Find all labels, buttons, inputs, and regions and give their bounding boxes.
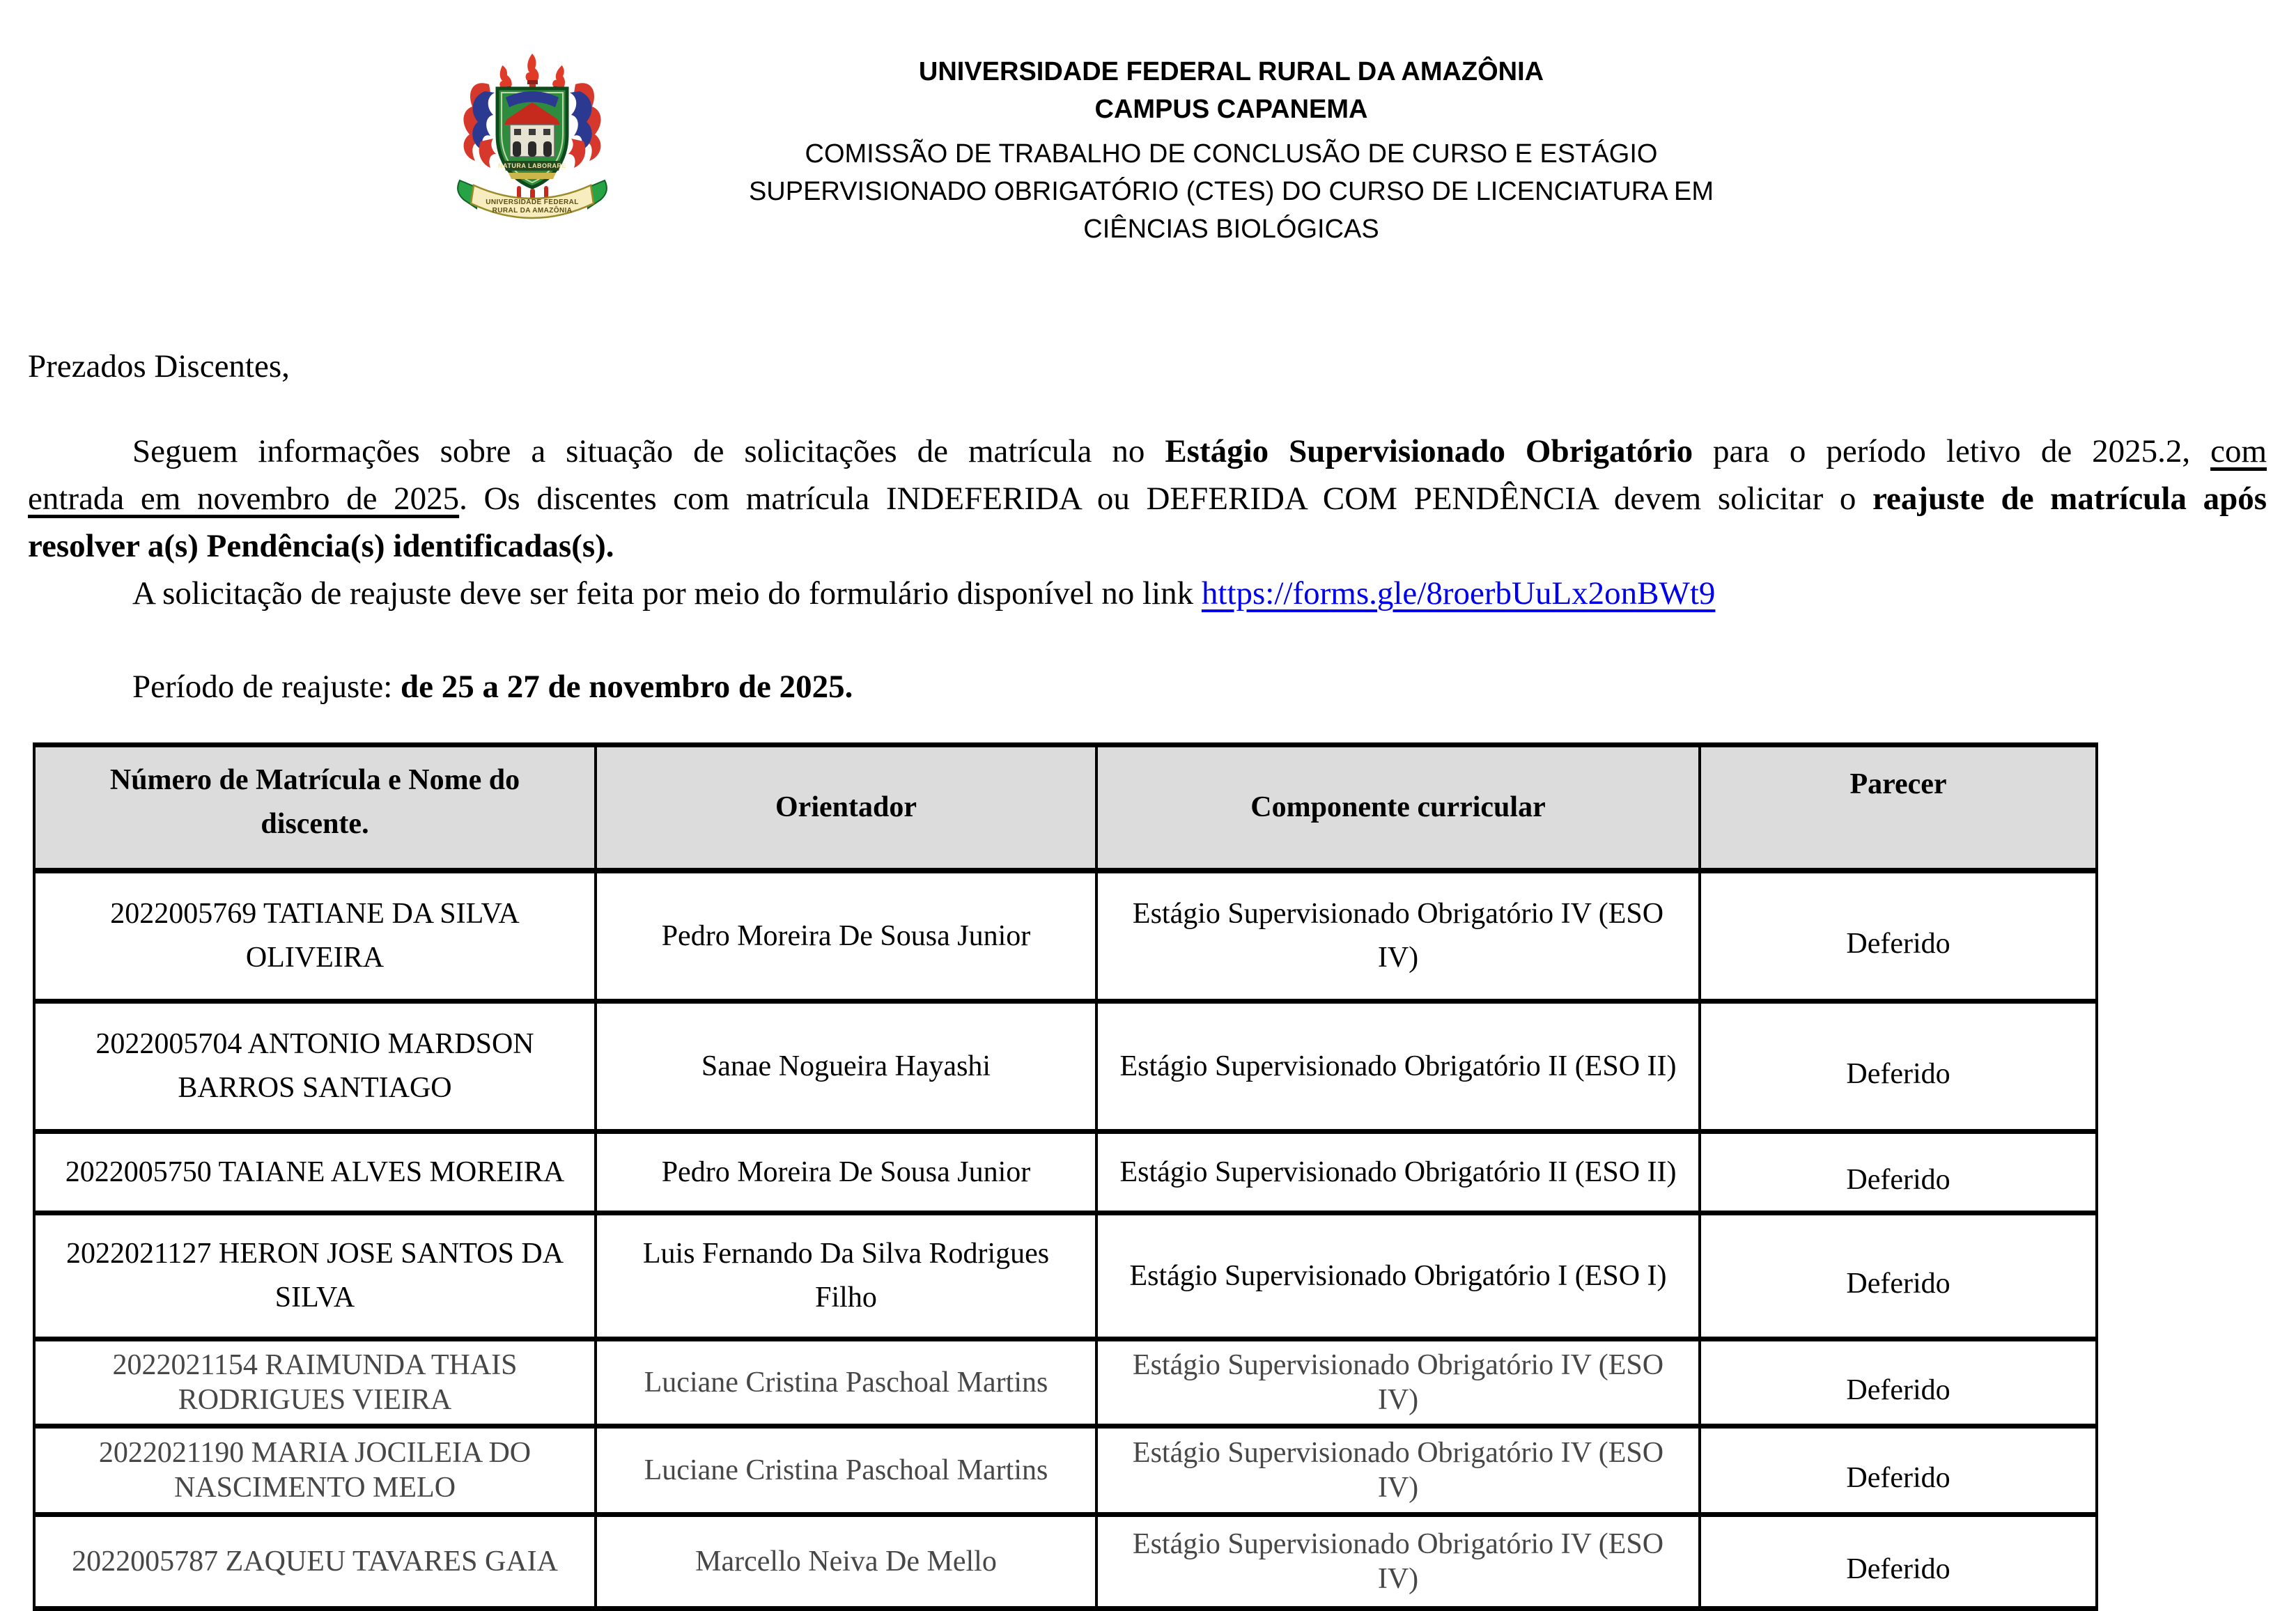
crest-shield [497,88,567,187]
table-row [34,1213,2097,1339]
component-cell: Estágio Supervisionado Obrigatório II (ESO II) [1096,1002,1700,1132]
periodo-paragraph [28,663,2267,710]
component-cell: Estágio Supervisionado Obrigatório I (ESO I) [1096,1213,1700,1339]
commission-line-3: CIÊNCIAS BIOLÓGICAS [1083,215,1379,244]
advisor-cell: Luciane Cristina Paschoal Martins [596,1339,1096,1426]
table-row [34,1515,2097,1609]
link-paragraph [28,570,2267,617]
table-row [34,871,2097,1002]
ufra-crest-logo [453,51,612,218]
periodo-dates: de 25 a 27 de novembro de 2025. [401,669,853,705]
crest-banner-text-1: UNIVERSIDADE FEDERAL [486,199,579,206]
component-cell: Estágio Supervisionado Obrigatório IV (ESO IV) [1096,1339,1700,1426]
reajuste-form-link[interactable]: https://forms.gle/8roerbUuLx2onBWt9 [1201,575,1716,612]
link-paragraph-text: A solicitação de reajuste deve ser feita por meio do formulário disponível no link [132,575,1202,612]
header-student: Número de Matrícula e Nome do discente. [34,745,596,871]
decision-cell: Deferido [1700,1426,2097,1515]
periodo-label: Período de reajuste: [132,669,401,705]
table-row [34,1339,2097,1426]
student-cell: 2022005750 TAIANE ALVES MOREIRA [34,1132,596,1213]
advisor-cell: Luis Fernando Da Silva Rodrigues Filho [596,1213,1096,1339]
table-row [34,1132,2097,1213]
advisor-cell: Pedro Moreira De Sousa Junior [596,871,1096,1002]
student-cell: 2022021127 HERON JOSE SANTOS DA SILVA [34,1213,596,1339]
letterhead [686,49,1776,248]
decision-cell: Deferido [1700,1002,2097,1132]
crest-building [510,125,554,157]
student-cell: 2022021190 MARIA JOCILEIA DO NASCIMENTO MELO [34,1426,596,1515]
commission-line-2: SUPERVISIONADO OBRIGATÓRIO (CTES) DO CURSO DE LICENCIATURA EM [748,177,1714,206]
header-component: Componente curricular [1096,745,1700,871]
advisor-cell: Sanae Nogueira Hayashi [596,1002,1096,1132]
campus-name: CAMPUS CAPANEMA [1094,95,1368,124]
info-paragraph-line-2: entrada em novembro de 2025. Os discentes com matrícula INDEFERIDA ou DEFERIDA COM PENDÊNCIA devem solicitar o reajuste de matrícula após [28,481,2267,517]
component-cell: Estágio Supervisionado Obrigatório II (ESO II) [1096,1132,1700,1213]
header-decision: Parecer [1700,745,2097,871]
decision-cell: Deferido [1700,1213,2097,1339]
advisor-cell: Marcello Neiva De Mello [596,1515,1096,1609]
student-cell: 2022005787 ZAQUEU TAVARES GAIA [34,1515,596,1609]
document-header [28,49,2267,294]
crest-mantling-left [463,83,496,168]
enrollment-status-table [33,742,2098,1611]
component-cell: Estágio Supervisionado Obrigatório IV (ESO IV) [1096,871,1700,1002]
advisor-cell: Luciane Cristina Paschoal Martins [596,1426,1096,1515]
university-name: UNIVERSIDADE FEDERAL RURAL DA AMAZÔNIA [918,57,1544,86]
crest-banner-text-2: RURAL DA AMAZÔNIA [492,207,573,215]
crest-mantling-right [568,83,601,168]
component-cell: Estágio Supervisionado Obrigatório IV (ESO IV) [1096,1515,1700,1609]
crest-motto-text: NATURA LABORARE [498,162,566,169]
advisor-cell: Pedro Moreira De Sousa Junior [596,1132,1096,1213]
table-row [34,1002,2097,1132]
header-advisor: Orientador [596,745,1096,871]
decision-cell: Deferido [1700,871,2097,1002]
decision-cell: Deferido [1700,1339,2097,1426]
commission-line-1: COMISSÃO DE TRABALHO DE CONCLUSÃO DE CURSO E ESTÁGIO [805,139,1658,169]
student-cell: 2022005704 ANTONIO MARDSON BARROS SANTIAGO [34,1002,596,1132]
table-row [34,1426,2097,1515]
decision-cell: Deferido [1700,1515,2097,1609]
table-header-row [34,745,2097,871]
component-cell: Estágio Supervisionado Obrigatório IV (ESO IV) [1096,1426,1700,1515]
decision-cell: Deferido [1700,1132,2097,1213]
info-paragraph-line-3: resolver a(s) Pendência(s) identificadas(s). [28,528,614,564]
student-cell: 2022005769 TATIANE DA SILVA OLIVEIRA [34,871,596,1002]
salutation: Prezados Discentes, [28,348,290,384]
info-paragraph [28,428,2267,570]
student-cell: 2022021154 RAIMUNDA THAIS RODRIGUES VIEIRA [34,1339,596,1426]
info-paragraph-line-1: Seguem informações sobre a situação de solicitações de matrícula no Estágio Supervisionado Obrigatório para o período letivo de 2025.2, com [132,433,2267,469]
